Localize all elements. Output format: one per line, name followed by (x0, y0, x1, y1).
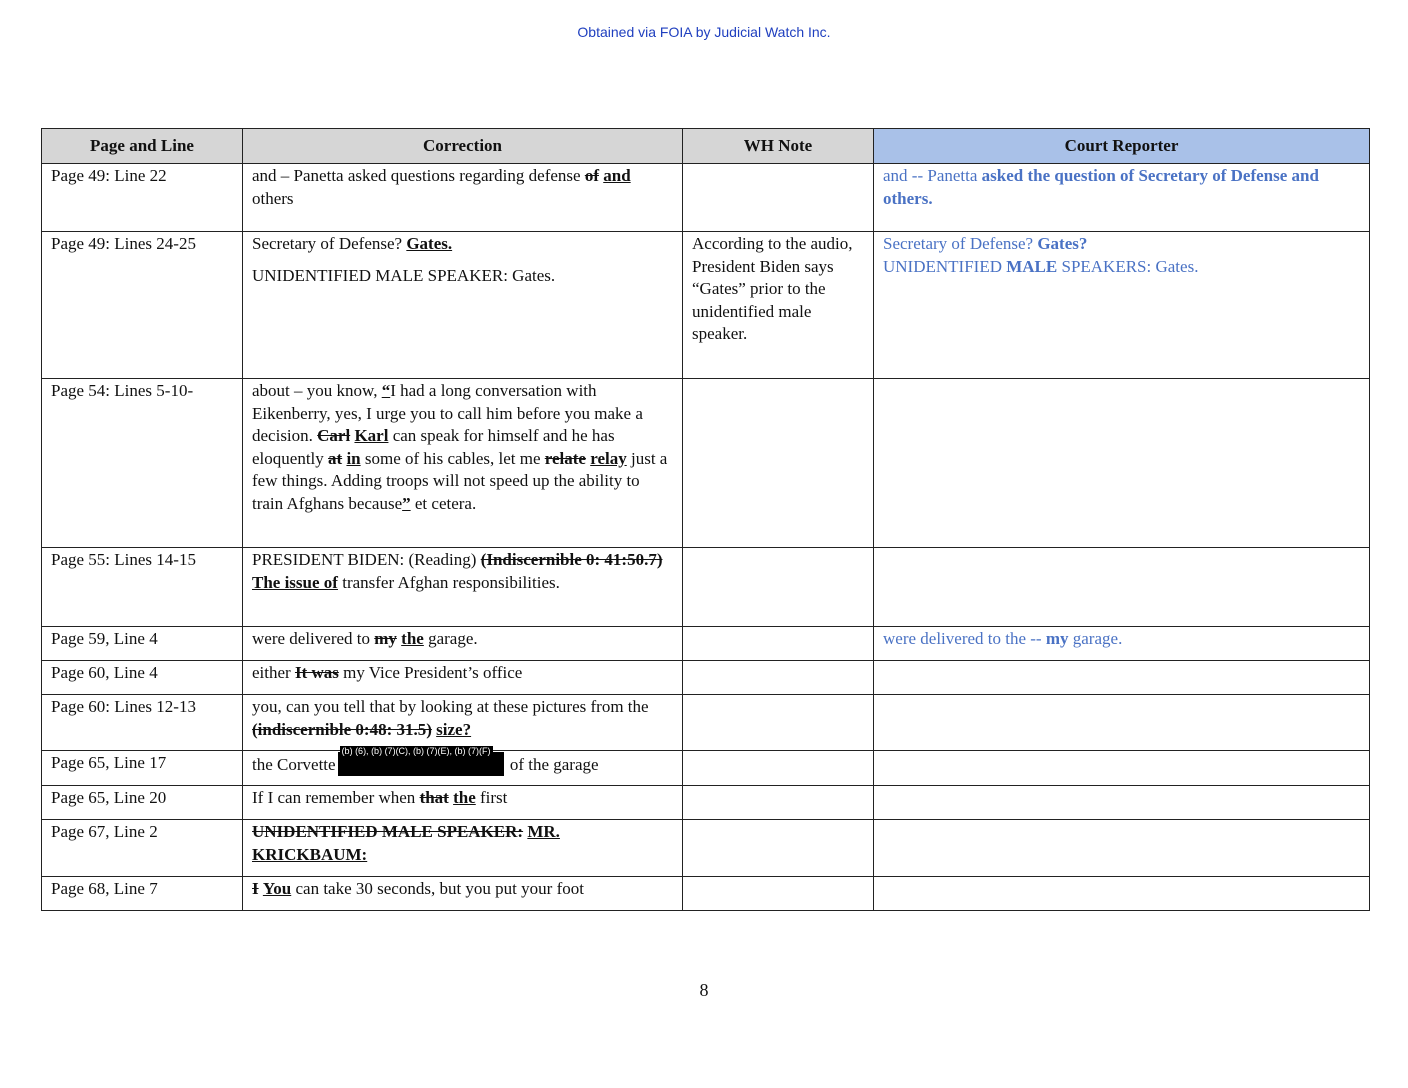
header-court-reporter: Court Reporter (874, 129, 1370, 164)
table-row (42, 877, 1370, 911)
deleted-text: at (328, 448, 343, 468)
table-row (42, 232, 1370, 379)
inserted-text: “ (381, 381, 391, 400)
page-line-cell: Page 60: Lines 12-13 (42, 695, 243, 751)
text-segment: the Corvette (252, 755, 336, 774)
table-row (42, 164, 1370, 232)
text-segment: If I can remember when (252, 788, 420, 807)
text-segment: UNIDENTIFIED MALE SPEAKER: Gates. (252, 265, 556, 285)
correction-cell (243, 164, 683, 232)
correction-cell (243, 627, 683, 661)
court-reporter-cell (874, 661, 1370, 695)
court-reporter-cell (874, 695, 1370, 751)
correction-cell (243, 877, 683, 911)
text-segment: can speak for himself and he has eloquently (252, 426, 615, 468)
wh-note-cell (683, 548, 874, 627)
text-segment: of the garage (505, 755, 599, 774)
inserted-text: the (401, 629, 424, 648)
table-row (42, 695, 1370, 751)
text-segment: others (252, 188, 294, 208)
errata-body (42, 164, 1370, 911)
inserted-text: You (262, 879, 292, 898)
wh-note-cell (683, 786, 874, 820)
table-row (42, 820, 1370, 877)
deleted-text: relate (544, 448, 586, 468)
court-reporter-cell (874, 786, 1370, 820)
page-line-cell: Page 59, Line 4 (42, 627, 243, 661)
page-line-cell: Page 68, Line 7 (42, 877, 243, 911)
wh-note-cell (683, 877, 874, 911)
inserted-text: relay (590, 448, 627, 468)
court-reporter-cell (874, 164, 1370, 232)
court-reporter-cell (874, 627, 1370, 661)
wh-note-cell (683, 661, 874, 695)
court-reporter-cell (874, 379, 1370, 548)
table-row (42, 661, 1370, 695)
text-segment: my Vice President’s office (338, 663, 523, 682)
header-wh-note: WH Note (683, 129, 874, 164)
foia-watermark: Obtained via FOIA by Judicial Watch Inc. (577, 24, 831, 40)
correction-cell (243, 661, 683, 695)
table-row (42, 786, 1370, 820)
table-row (42, 751, 1370, 786)
page-line-cell: Page 49: Line 22 (42, 164, 243, 232)
deleted-text: I (252, 879, 259, 898)
correction-cell (243, 820, 683, 877)
court-reporter-cell (874, 820, 1370, 877)
text-segment: SPEAKERS: Gates. (1057, 256, 1199, 276)
inserted-text: MR. KRICKBAUM: (252, 822, 560, 864)
text-segment: some of his cables, let me (360, 448, 545, 468)
text-segment: MALE (1006, 256, 1058, 276)
text-segment: Secretary of Defense? (252, 234, 407, 253)
text-segment: either (252, 663, 295, 682)
text-segment: about – you know, (252, 381, 382, 400)
table-header-row (42, 129, 1370, 164)
text-segment: were delivered to the -- (883, 629, 1046, 648)
deleted-text: (Indiscernible 0: 41:50.7) (480, 550, 663, 569)
errata-table (41, 128, 1370, 911)
table-row (42, 548, 1370, 627)
correction-cell (243, 548, 683, 627)
text-segment: I had a long conversation with Eikenberry, yes, I urge you to call him before you make a decision. (252, 381, 643, 445)
text-segment: just a few things. Adding troops will not speed up the ability to train Afghans because (252, 448, 668, 513)
page-line-cell: Page 55: Lines 14-15 (42, 548, 243, 627)
page-line-cell: Page 67, Line 2 (42, 820, 243, 877)
correction-cell (243, 786, 683, 820)
wh-note-cell: According to the audio, President Biden says “Gates” prior to the unidentified male speaker. (683, 232, 874, 379)
inserted-text: Gates. (406, 234, 453, 253)
page-line-cell: Page 65, Line 20 (42, 786, 243, 820)
text-segment: UNIDENTIFIED (883, 256, 1007, 276)
deleted-text: that (419, 788, 449, 807)
table-row (42, 379, 1370, 548)
inserted-text: and (603, 166, 631, 185)
deleted-text: It was (294, 663, 339, 682)
text-segment: garage. (1068, 629, 1123, 648)
header-page-and-line: Page and Line (42, 129, 243, 164)
text-segment: my (1045, 629, 1069, 648)
inserted-text: in (346, 448, 361, 468)
inserted-text: ” (402, 493, 411, 513)
deleted-text: my (374, 629, 397, 648)
wh-note-cell (683, 695, 874, 751)
wh-note-cell (683, 627, 874, 661)
text-segment: and -- Panetta (883, 166, 982, 185)
court-reporter-cell (874, 232, 1370, 379)
table-row (42, 627, 1370, 661)
page-line-cell: Page 60, Line 4 (42, 661, 243, 695)
deleted-text: of (584, 166, 599, 185)
page-line-cell: Page 65, Line 17 (42, 751, 243, 786)
text-segment: and – Panetta asked questions regarding defense (252, 166, 585, 185)
inserted-text: size? (436, 719, 472, 739)
text-segment: you, can you tell that by looking at these pictures from the (252, 697, 649, 716)
wh-note-cell (683, 379, 874, 548)
deleted-text: Carl (317, 426, 351, 445)
correction-cell (243, 379, 683, 548)
inserted-text: the (453, 788, 476, 807)
inserted-text: The issue of (252, 572, 338, 592)
wh-note-cell (683, 820, 874, 877)
inserted-text: Karl (354, 426, 389, 445)
text-segment: can take 30 seconds, but you put your foot (291, 879, 584, 898)
page-line-cell: Page 54: Lines 5-10- (42, 379, 243, 548)
text-segment: garage. (423, 629, 478, 648)
redaction-box (338, 746, 504, 776)
page-number: 8 (699, 980, 709, 1000)
text-segment: et cetera. (410, 493, 477, 513)
correction-cell (243, 746, 683, 786)
page-line-cell: Page 49: Lines 24-25 (42, 232, 243, 379)
text-segment: Gates? (1037, 234, 1088, 253)
wh-note-cell (683, 751, 874, 786)
correction-cell (243, 695, 683, 751)
text-segment: PRESIDENT BIDEN: (Reading) (252, 550, 481, 569)
text-segment: asked the question of Secretary of Defense and others. (883, 166, 1319, 208)
text-segment: were delivered to (252, 629, 375, 648)
text-segment: Secretary of Defense? (883, 234, 1038, 253)
correction-cell (243, 232, 683, 379)
wh-note-cell (683, 164, 874, 232)
deleted-text: UNIDENTIFIED MALE SPEAKER: (252, 822, 524, 841)
text-segment: transfer Afghan responsibilities. (337, 572, 560, 592)
paragraph-break (252, 265, 673, 288)
header-correction: Correction (243, 129, 683, 164)
court-reporter-cell (874, 751, 1370, 786)
text-segment: first (475, 788, 508, 807)
deleted-text: (indiscernible 0:48: 31.5) (252, 719, 432, 739)
redaction-code: (b) (6), (b) (7)(C), (b) (7)(E), (b) (7)(F) (341, 746, 491, 756)
court-reporter-cell (874, 548, 1370, 627)
court-reporter-cell (874, 877, 1370, 911)
